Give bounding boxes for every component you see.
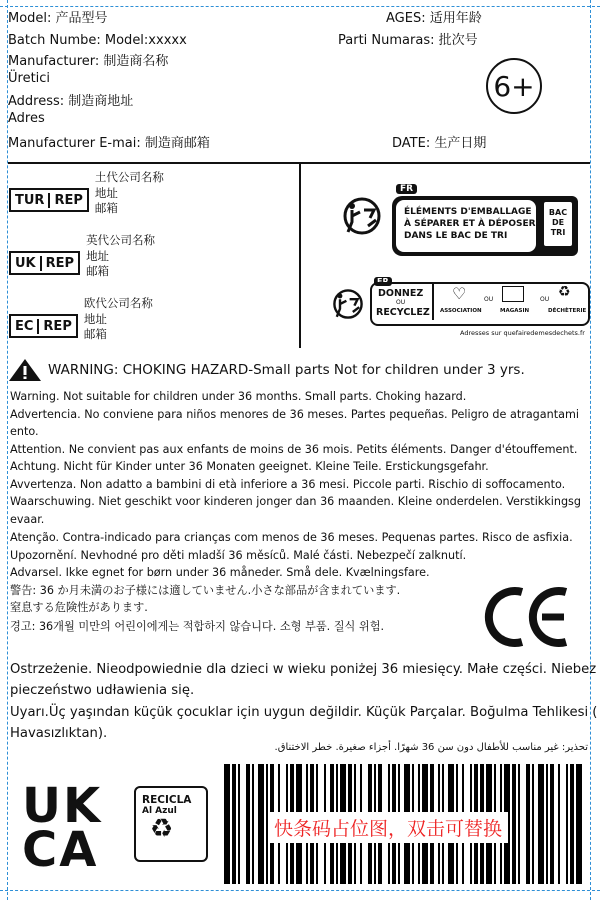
uk-rep-block <box>9 233 155 280</box>
ou-label-1: OU <box>484 296 494 303</box>
barcode-bar <box>546 764 548 884</box>
barcode-bar <box>512 764 516 884</box>
warning-line: Havasızlıktan). <box>10 726 108 741</box>
ukca-line: CA <box>22 822 99 878</box>
recycling-centre-icon: ♻ <box>558 284 571 300</box>
warning-line: Advertencia. No conviene para niños menores de 36 meses. Partes pequeñas. Peligro de atragantami <box>10 407 579 421</box>
barcode-bar <box>570 764 574 884</box>
frame-right <box>590 0 591 900</box>
triman-icon-2 <box>330 288 366 320</box>
warning-line: ento. <box>10 425 39 438</box>
barcode-bar <box>550 764 554 884</box>
rep-code: TUR <box>15 192 45 208</box>
ou-small-label: OU <box>396 299 406 306</box>
donnez-label: DONNEZ <box>378 288 424 299</box>
recyclez-label: RECYCLEZ <box>376 307 430 318</box>
warning-line: pieczeństwo udławienia się. <box>10 683 195 698</box>
rep-tag: REP <box>48 193 86 208</box>
ukca-line: UK <box>22 778 103 834</box>
ec-rep-info <box>84 296 153 343</box>
frame-bottom <box>0 890 600 891</box>
warning-line: Warning. Not suitable for children under 36 months. Small parts. Choking hazard. <box>10 390 467 403</box>
rep-tag: REP <box>37 319 75 334</box>
rep-company: 土代公司名称 <box>94 170 164 184</box>
warning-line: 警告: 36 か月未満のお子様には適していません.小さな部品が含まれています. <box>10 583 401 597</box>
warnings-large <box>10 660 598 744</box>
barcode-bar <box>518 764 520 884</box>
rep-address: 地址 <box>86 248 110 263</box>
rep-tag: REP <box>40 256 78 271</box>
recicla-title: RECICLA <box>142 794 192 806</box>
rep-address: 地址 <box>94 185 118 200</box>
warning-line: Attention. Ne convient pas aux enfants de moins de 36 mois. Petits éléments. Danger d'étouffement. <box>10 442 578 456</box>
rep-company: 英代公司名称 <box>86 233 156 247</box>
barcode-placeholder-label: 快条码占位图，双击可替换 <box>268 812 508 843</box>
rep-email: 邮箱 <box>83 327 107 341</box>
bac-text: BAC <box>548 208 568 217</box>
barcode-bar <box>246 764 250 884</box>
uk-rep-info <box>86 233 155 280</box>
warning-line: Advarsel. Ikke egnet for børn under 36 måneder. Små dele. Kvælningsfare. <box>10 566 430 579</box>
ce-mark <box>484 586 574 648</box>
ages-label: AGES: 适用年龄 <box>386 11 482 26</box>
rep-code: UK <box>15 255 36 271</box>
bac-text: DE <box>551 218 565 227</box>
barcode-bar <box>232 764 236 884</box>
date-label: DATE: 生产日期 <box>392 136 487 151</box>
shop-icon <box>502 286 524 302</box>
warning-line: Atenção. Contra-indicado para crianças com menos de 36 meses. Pequenas partes. Risco de asfixia. <box>10 531 573 544</box>
recicla-logo <box>134 786 208 862</box>
ou-label-2: OU <box>540 296 550 303</box>
warning-line: 경고: 36개월 미만의 어린이에게는 적합하지 않습니다. 소형 부품. 질식 위험. <box>10 619 385 633</box>
triman-line: ÉLÉMENTS D'EMBALLAGE <box>404 207 532 217</box>
email-label: Manufacturer E-mai: 制造商邮箱 <box>8 136 210 151</box>
warning-line: evaar. <box>10 512 45 526</box>
website-label: Adresses sur quefairedemesdechets.fr <box>460 329 585 337</box>
address-label: Address: 制造商地址 <box>8 94 134 109</box>
fr-tag-1: FR <box>396 184 417 194</box>
rep-address: 地址 <box>83 311 107 326</box>
warning-line: Waarschuwing. Niet geschikt voor kinderen jonger dan 36 maanden. Kleine onderdelen. Verstikkingsg <box>10 495 581 508</box>
hand-heart-icon: ♡ <box>452 284 467 303</box>
barcode-bar <box>538 764 544 884</box>
triman-line: À SÉPARER ET À DÉPOSER <box>404 219 536 229</box>
uk-rep-badge <box>9 251 80 275</box>
adres-label: Adres <box>8 111 45 126</box>
rep-company: 欧代公司名称 <box>83 296 153 310</box>
triman-text-1 <box>404 206 536 242</box>
bac-bin-icon <box>544 202 572 246</box>
barcode-bar <box>532 764 534 884</box>
warning-triangle-icon <box>8 358 42 382</box>
triman-icon <box>340 196 384 236</box>
barcode-bar <box>258 764 264 884</box>
rep-code: EC <box>15 318 34 334</box>
frame-top <box>0 6 600 7</box>
recycle-bin-icon: ♻ <box>150 814 174 844</box>
bac-text: TRI <box>550 228 566 237</box>
ukca-mark <box>22 778 103 878</box>
manufacturer-label: Manufacturer: 制造商名称 <box>8 54 169 69</box>
fr-tag-2: FR <box>374 277 392 286</box>
barcode-bar <box>566 764 568 884</box>
arabic-warning: تحذير: غير مناسب للأطفال دون سن 36 شهرًا. أجزاء صغيرة. خطر الاختناق. <box>274 742 588 753</box>
warning-line: 窒息する危険性があります. <box>10 601 148 614</box>
barcode-bar <box>526 764 530 884</box>
rep-email: 邮箱 <box>86 264 110 278</box>
parti-label: Parti Numaras: 批次号 <box>338 33 478 48</box>
rep-email: 邮箱 <box>94 201 118 215</box>
barcode-bar <box>558 764 560 884</box>
age-badge: 6+ <box>486 58 542 114</box>
triman-line: DANS LE BAC DE TRI <box>404 231 508 241</box>
warning-line: Achtung. Nicht für Kinder unter 36 Monaten geeignet. Kleine Teile. Erstickungsgefahr. <box>10 460 489 473</box>
warning-line: Ostrzeżenie. Nieodpowiednie dla dzieci w wieku poniżej 36 miesięcy. Małe części. Niebez <box>10 662 597 677</box>
warning-title: WARNING: CHOKING HAZARD-Small parts Not for children under 3 yrs. <box>48 362 525 378</box>
magasin-label: MAGASIN <box>500 308 530 314</box>
barcode-bar <box>576 764 582 884</box>
recicla-subtitle: Al Azul <box>142 806 177 816</box>
warning-line: Uyarı.Üç yaşından küçük çocuklar için uygun değildir. Küçük Parçalar. Boğulma Tehlikesi ( <box>10 705 598 720</box>
barcode-bar <box>224 764 230 884</box>
rep-divider <box>299 162 301 348</box>
barcode-bar <box>252 764 254 884</box>
ec-rep-block <box>9 296 153 343</box>
model-label: Model: 产品型号 <box>8 11 108 26</box>
tur-rep-block <box>9 170 164 217</box>
decheterie-label: DÉCHÈTERIE <box>548 308 587 314</box>
uretici-label: Üretici <box>8 71 51 86</box>
warning-line: Avvertenza. Non adatto a bambini di età inferiore a 36 mesi. Piccole parti. Rischio di soffocamento. <box>10 477 566 491</box>
tur-rep-info <box>95 170 164 217</box>
batch-label: Batch Numbe: Model:xxxxx <box>8 33 187 48</box>
tur-rep-badge <box>9 188 89 212</box>
donate-divider <box>432 284 434 320</box>
barcode-bar <box>238 764 240 884</box>
ec-rep-badge <box>9 314 78 338</box>
association-label: ASSOCIATION <box>440 308 482 314</box>
warning-line: Upozornění. Nevhodné pro děti mladší 36 měsíců. Malé části. Nebezpečí zalknutí. <box>10 548 467 562</box>
